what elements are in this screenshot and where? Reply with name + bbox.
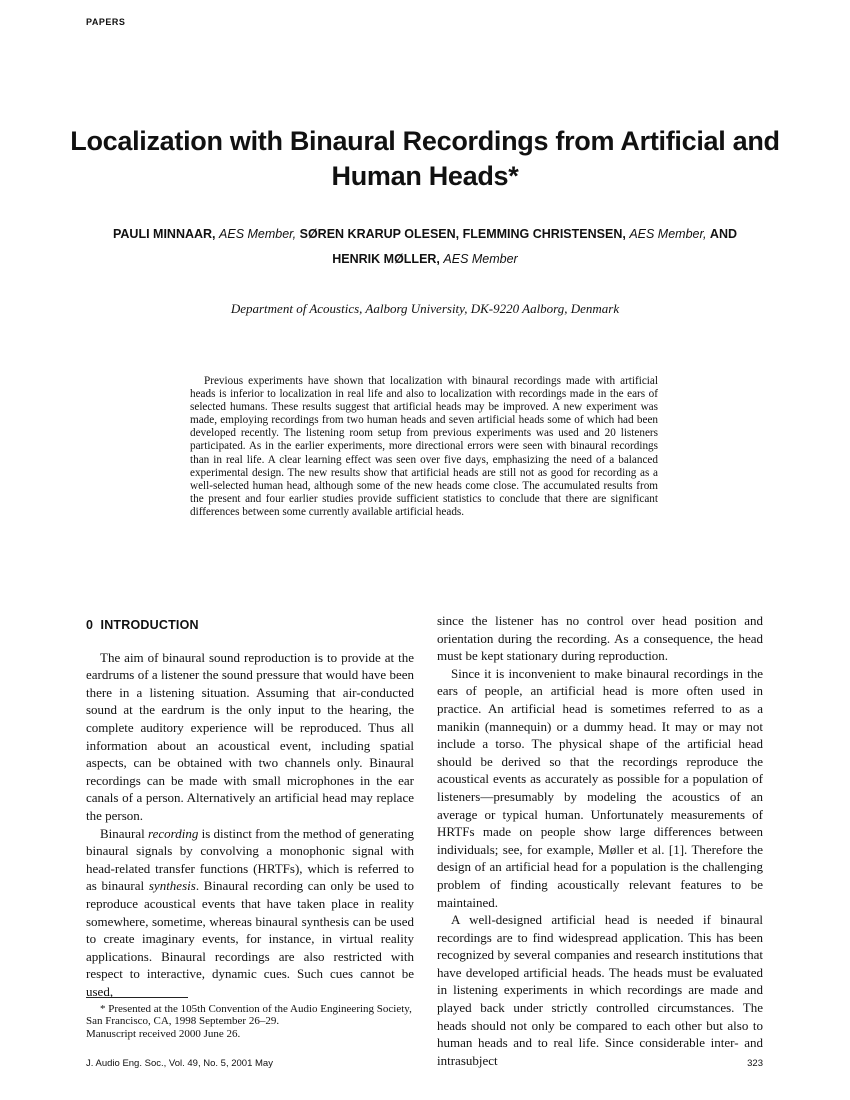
footnote-line: * Presented at the 105th Convention of the Audio Engineering Society, San Francisco, CA, 1998 September 26–29. (86, 1003, 412, 1028)
paper-title: Localization with Binaural Recordings from Artificial and Human Heads* (70, 126, 780, 192)
right-column (437, 612, 763, 1069)
emphasis: synthesis (148, 878, 196, 894)
intro-paragraph: Since it is inconvenient to make binaural recordings in the ears of people, an artificial head is more often used in practice. An artificial head is sometimes referred to as a manikin (mannequin) or a dummy head. It may or may not include a torso. The physical shape of the artificial head should be derived so that the recordings reproduce the acoustical events as accurately as possible for a population of listeners—presumably by modeling the acoustics of an average or typical human. Unfortunately measurements of HRTFs made on people show large differences between individuals; see, for example, Møller et al. [1]. Therefore the design of an artificial head for a population is the challenging problem of finding acoustically relevant features to be maintained. (437, 665, 763, 910)
author-conjunction: AND (709, 227, 738, 241)
intro-paragraph: since the listener has no control over head position and orientation during the recording. As a consequence, the head must be kept stationary during reproduction. (437, 613, 763, 664)
intro-paragraph: A well-designed artificial head is needed if binaural recordings are to find widespread application. This has been recognized by several companies and research institutions that have developed artificial heads. The heads must be evaluated in listening experiments in which recordings are made and played back under strictly controlled circumstances. The heads should not only be compared to each other but also to human heads and to real life. Since considerable inter- and intrasubject (437, 912, 763, 1068)
footnote-rule (86, 997, 188, 998)
intro-paragraph: The aim of binaural sound reproduction is to provide at the eardrums of a listener the sound pressure that would have been there in a listening situation. Assuming that air-conducted sound at the eardrum is the only input to the hearing, the complete auditory experience will be reproduced. Thus all information about an acoustical event, including spatial aspects, can be obtained with two channels only. Binaural recordings can be made with small microphones in the ear canals of a person. Alternatively an artificial head may replace the person. (86, 649, 414, 823)
section-number: 0 (86, 618, 94, 632)
emphasis: recording (148, 825, 199, 841)
affiliation: Department of Acoustics, Aalborg University, DK-9220 Aalborg, Denmark (230, 301, 620, 316)
abstract: Previous experiments have shown that localization with binaural recordings made with artificial heads is inferior to localization in real life and also to localization with recordings made in the ears of selected humans. These results suggest that artificial heads may be improved. A new experiment was made, employing recordings from two human heads and seven artificial heads some of which had been developed recently. The listening room setup from previous experiments was used and 20 listeners participated. As in the earlier experiments, more directional errors were seen with binaural recordings than in real life. A clear learning effect was seen over five days, emphasizing the need of a balanced experimental design. The new results show that artificial heads are still not as good for recording as a well-selected human head, although some of the new heads come close. The accumulated results from the present and four earlier studies provide sufficient statistics to conclude that there are significant differences between some currently available artificial heads. (190, 375, 658, 518)
footnote-line: Manuscript received 2000 June 26. (86, 1027, 241, 1040)
author-membership: AES Member, (629, 227, 707, 241)
left-column (86, 612, 414, 1000)
section-heading (86, 617, 414, 635)
section-title: INTRODUCTION (100, 618, 199, 632)
author-name: HENRIK MØLLER, (332, 252, 440, 266)
author-list (70, 222, 780, 272)
intro-paragraph: Binaural recording is distinct from the method of generating binaural signals by convolving a monophonic signal with head-related transfer functions (HRTFs), which is referred to as binaural synthesis. Binaural recording can only be used to reproduce acoustical events that have taken place in reality somewhere, sometime, whereas binaural synthesis can be used to create imaginary events, for instance, in virtual reality applications. Binaural recordings are also restricted with respect to interactive, dynamic cues. Such cues cannot be used, (86, 825, 415, 999)
footer-journal: J. Audio Eng. Soc., Vol. 49, No. 5, 2001 May (86, 1058, 273, 1069)
author-membership: AES Member (443, 252, 518, 266)
page-number: 323 (747, 1058, 763, 1069)
running-head: PAPERS (86, 17, 126, 27)
author-membership: AES Member, (219, 227, 297, 241)
author-name: PAULI MINNAAR, (112, 227, 216, 241)
footnote (86, 1003, 414, 1040)
author-name: FLEMMING CHRISTENSEN, (462, 227, 626, 241)
author-name: SØREN KRARUP OLESEN, (299, 227, 460, 241)
